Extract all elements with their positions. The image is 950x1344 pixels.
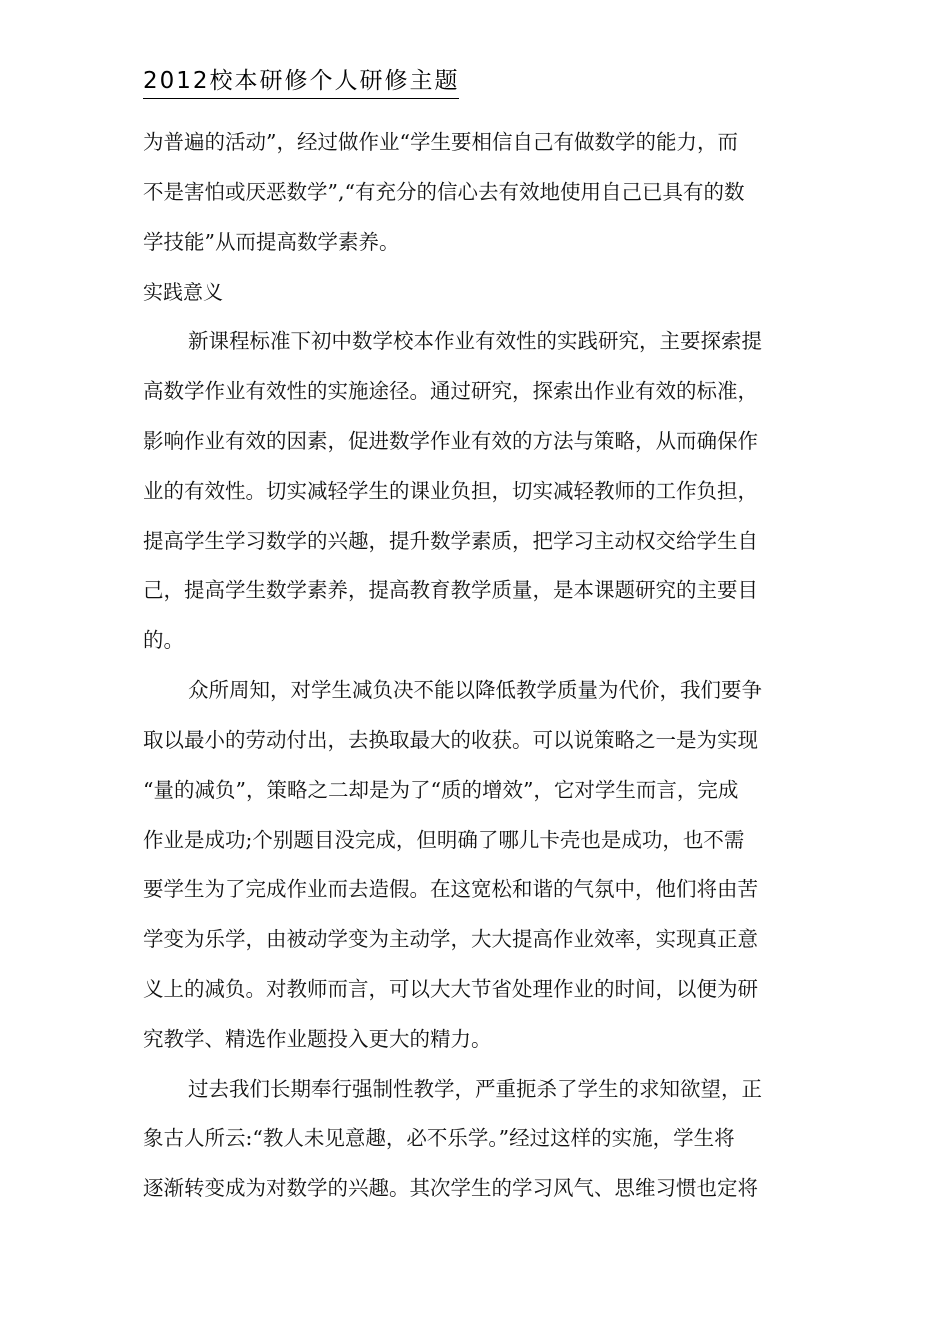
text-line: 学变为乐学，由被动学变为主动学，大大提高作业效率，实现真正意 <box>143 927 758 951</box>
text-line: 象古人所云:“教人未见意趣，必不乐学。”经过这样的实施，学生将 <box>143 1126 735 1150</box>
text-line: 为普遍的活动”，经过做作业“学生要相信自己有做数学的能力，而 <box>143 130 738 154</box>
text-line: 学技能”从而提高数学素养。 <box>143 230 400 254</box>
paragraph-start: 众所周知，对学生减负决不能以降低教学质量为代价，我们要争 <box>188 678 762 702</box>
text-line: 义上的减负。对教师而言，可以大大节省处理作业的时间，以便为研 <box>143 977 758 1001</box>
text-line: 影响作业有效的因素，促进数学作业有效的方法与策略，从而确保作 <box>143 429 758 453</box>
text-line: 要学生为了完成作业而去造假。在这宽松和谐的气氛中，他们将由苦 <box>143 877 758 901</box>
header-title: 2012校本研修个人研修主题 <box>143 68 460 94</box>
text-line: 逐渐转变成为对数学的兴趣。其次学生的学习风气、思维习惯也定将 <box>143 1176 758 1200</box>
text-line: 高数学作业有效性的实施途径。通过研究，探索出作业有效的标准， <box>143 379 758 403</box>
page-header <box>143 58 459 99</box>
text-line: 不是害怕或厌恶数学”,“有充分的信心去有效地使用自己已具有的数 <box>143 180 745 204</box>
text-line: 业的有效性。切实减轻学生的课业负担，切实减轻教师的工作负担， <box>143 479 758 503</box>
text-line: 提高学生学习数学的兴趣，提升数学素质，把学习主动权交给学生自 <box>143 529 758 553</box>
paragraph-start: 过去我们长期奉行强制性教学，严重扼杀了学生的求知欲望，正 <box>188 1077 762 1101</box>
text-line: 取以最小的劳动付出，去换取最大的收获。可以说策略之一是为实现 <box>143 728 758 752</box>
text-line: 己，提高学生数学素养，提高教育教学质量，是本课题研究的主要目 <box>143 578 758 602</box>
text-line: 作业是成功;个别题目没完成，但明确了哪儿卡壳也是成功，也不需 <box>143 828 745 852</box>
text-line: 究教学、精选作业题投入更大的精力。 <box>143 1027 492 1051</box>
section-heading: 实践意义 <box>143 280 223 304</box>
text-line: 的。 <box>143 628 184 652</box>
text-line: “量的减负”，策略之二却是为了“质的增效”，它对学生而言，完成 <box>143 778 739 802</box>
paragraph-start: 新课程标准下初中数学校本作业有效性的实践研究，主要探索提 <box>188 329 762 353</box>
